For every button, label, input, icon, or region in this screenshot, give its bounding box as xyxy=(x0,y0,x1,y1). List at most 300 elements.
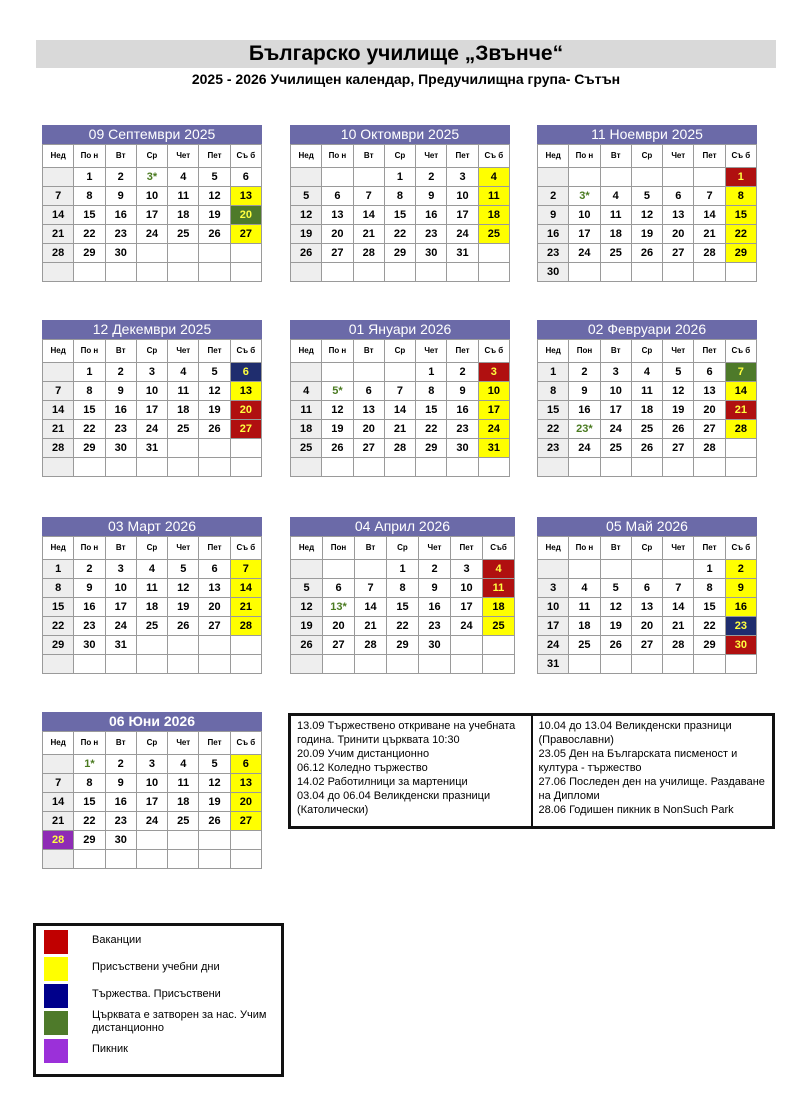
week-row xyxy=(538,617,757,636)
day-cell xyxy=(136,850,167,869)
day-cell xyxy=(291,168,322,187)
day-cell xyxy=(199,831,230,850)
event-note: 20.09 Учим дистанционно xyxy=(297,748,430,760)
day-cell xyxy=(694,168,725,187)
weekday-header: Нед xyxy=(538,340,569,363)
day-cell: 28 xyxy=(694,244,725,263)
week-row xyxy=(538,439,757,458)
day-cell: 30 xyxy=(538,263,569,282)
week-row xyxy=(43,420,262,439)
day-cell: 13 xyxy=(631,598,662,617)
day-cell: 24 xyxy=(538,636,569,655)
day-cell: 2 xyxy=(105,363,136,382)
day-cell: 14 xyxy=(694,206,725,225)
week-row xyxy=(43,636,262,655)
day-cell: 5 xyxy=(199,755,230,774)
day-cell xyxy=(538,458,569,477)
day-cell xyxy=(105,458,136,477)
day-cell xyxy=(168,263,199,282)
day-cell xyxy=(631,168,662,187)
day-cell: 26 xyxy=(291,244,322,263)
day-cell: 23 xyxy=(416,225,447,244)
day-cell: 9 xyxy=(419,579,451,598)
day-cell xyxy=(384,263,415,282)
day-cell: 8 xyxy=(384,187,415,206)
day-cell: 18 xyxy=(168,401,199,420)
day-cell: 6 xyxy=(322,187,353,206)
weekday-header: Пет xyxy=(451,537,483,560)
day-cell: 10 xyxy=(447,187,478,206)
weekday-header: Съ б xyxy=(478,145,509,168)
day-cell: 15 xyxy=(725,206,756,225)
weekday-header: Пон xyxy=(569,340,600,363)
day-cell xyxy=(663,458,694,477)
day-cell: 30 xyxy=(105,831,136,850)
day-cell xyxy=(291,263,322,282)
week-row xyxy=(538,636,757,655)
day-cell: 7 xyxy=(230,560,261,579)
day-cell: 30 xyxy=(105,244,136,263)
day-cell: 19 xyxy=(600,617,631,636)
day-cell: 9 xyxy=(74,579,105,598)
day-cell: 29 xyxy=(387,636,419,655)
day-cell: 21 xyxy=(355,617,387,636)
day-cell: 12 xyxy=(199,382,230,401)
day-cell xyxy=(451,655,483,674)
day-cell: 6 xyxy=(199,560,230,579)
day-cell: 2 xyxy=(569,363,600,382)
day-cell xyxy=(600,263,631,282)
month-grid xyxy=(42,339,262,477)
day-cell: 26 xyxy=(663,420,694,439)
day-cell: 28 xyxy=(663,636,694,655)
day-cell: 22 xyxy=(74,225,105,244)
event-note: 23.05 Ден на Българската писменост и култура - тържество xyxy=(538,748,738,774)
day-cell: 25 xyxy=(483,617,515,636)
day-cell xyxy=(569,655,600,674)
weekday-header: Съ б xyxy=(230,537,261,560)
day-cell: 5 xyxy=(291,187,322,206)
day-cell: 28 xyxy=(43,439,74,458)
weekday-header: Ср xyxy=(387,537,419,560)
weekday-header: По н xyxy=(569,537,600,560)
month-grid xyxy=(537,339,757,477)
weekday-header: Ср xyxy=(631,537,662,560)
day-cell: 14 xyxy=(355,598,387,617)
day-cell: 21 xyxy=(43,420,74,439)
day-cell: 8 xyxy=(725,187,756,206)
day-cell xyxy=(136,655,167,674)
day-cell xyxy=(725,458,756,477)
day-cell: 11 xyxy=(168,774,199,793)
day-cell xyxy=(136,263,167,282)
day-cell: 31 xyxy=(136,439,167,458)
day-cell: 23 xyxy=(447,420,478,439)
day-cell: 27 xyxy=(353,439,384,458)
day-cell: 22 xyxy=(387,617,419,636)
week-row xyxy=(43,168,262,187)
day-cell: 28 xyxy=(384,439,415,458)
day-cell: 15 xyxy=(387,598,419,617)
day-cell: 16 xyxy=(105,401,136,420)
day-cell: 12 xyxy=(199,187,230,206)
day-cell: 18 xyxy=(136,598,167,617)
day-cell: 19 xyxy=(199,206,230,225)
day-cell: 5 xyxy=(291,579,323,598)
day-cell: 24 xyxy=(478,420,509,439)
day-cell: 14 xyxy=(353,206,384,225)
day-cell: 25 xyxy=(291,439,322,458)
day-cell: 21 xyxy=(43,812,74,831)
day-cell: 8 xyxy=(694,579,725,598)
day-cell: 31 xyxy=(105,636,136,655)
day-cell: 23* xyxy=(569,420,600,439)
day-cell: 7 xyxy=(43,187,74,206)
day-cell xyxy=(74,458,105,477)
day-cell: 27 xyxy=(694,420,725,439)
day-cell: 15 xyxy=(74,401,105,420)
day-cell: 3 xyxy=(478,363,509,382)
week-row xyxy=(43,579,262,598)
day-cell: 11 xyxy=(478,187,509,206)
month-calendar xyxy=(42,517,262,674)
day-cell: 7 xyxy=(384,382,415,401)
day-cell: 1 xyxy=(538,363,569,382)
week-row xyxy=(291,206,510,225)
day-cell xyxy=(416,263,447,282)
day-cell: 24 xyxy=(105,617,136,636)
day-cell: 17 xyxy=(136,401,167,420)
month-title: 04 Април 2026 xyxy=(290,517,515,536)
month-title: 12 Декември 2025 xyxy=(42,320,262,339)
day-cell xyxy=(483,655,515,674)
day-cell xyxy=(291,655,323,674)
day-cell: 28 xyxy=(353,244,384,263)
day-cell: 22 xyxy=(694,617,725,636)
weekday-header: Вт xyxy=(355,537,387,560)
page-title: Българско училище „Звънче“ xyxy=(36,40,776,68)
week-row xyxy=(291,401,510,420)
day-cell: 30 xyxy=(447,439,478,458)
day-cell xyxy=(725,655,756,674)
week-row xyxy=(538,655,757,674)
day-cell: 7 xyxy=(355,579,387,598)
day-cell: 9 xyxy=(447,382,478,401)
day-cell: 10 xyxy=(136,774,167,793)
weekday-header: Съ б xyxy=(478,340,509,363)
weekday-header: Нед xyxy=(291,537,323,560)
day-cell: 21 xyxy=(384,420,415,439)
day-cell: 20 xyxy=(631,617,662,636)
day-cell xyxy=(322,168,353,187)
weekday-header: Вт xyxy=(105,145,136,168)
week-row xyxy=(291,420,510,439)
day-cell: 12 xyxy=(291,206,322,225)
day-cell: 1* xyxy=(74,755,105,774)
day-cell: 17 xyxy=(478,401,509,420)
weekday-header: Вт xyxy=(600,145,631,168)
day-cell: 7 xyxy=(694,187,725,206)
day-cell: 26 xyxy=(199,225,230,244)
weekday-header: Съ б xyxy=(725,340,756,363)
day-cell: 21 xyxy=(725,401,756,420)
day-cell: 12 xyxy=(291,598,323,617)
day-cell: 26 xyxy=(600,636,631,655)
weekday-header: Нед xyxy=(43,145,74,168)
day-cell xyxy=(168,655,199,674)
day-cell: 24 xyxy=(136,420,167,439)
day-cell: 4 xyxy=(136,560,167,579)
day-cell: 6 xyxy=(353,382,384,401)
day-cell: 15 xyxy=(74,206,105,225)
day-cell xyxy=(725,439,756,458)
day-cell xyxy=(199,439,230,458)
day-cell: 8 xyxy=(416,382,447,401)
legend-color-swatch xyxy=(44,984,68,1008)
month-title: 10 Октомври 2025 xyxy=(290,125,510,144)
day-cell xyxy=(230,831,261,850)
day-cell: 28 xyxy=(355,636,387,655)
day-cell: 19 xyxy=(199,401,230,420)
day-cell: 23 xyxy=(538,244,569,263)
day-cell: 17 xyxy=(600,401,631,420)
weekday-header: Пет xyxy=(694,145,725,168)
day-cell: 30 xyxy=(416,244,447,263)
day-cell xyxy=(105,263,136,282)
day-cell: 11 xyxy=(168,187,199,206)
week-row xyxy=(43,401,262,420)
event-note: 10.04 до 13.04 Великденски празници (Православни) xyxy=(538,720,732,746)
day-cell: 20 xyxy=(663,225,694,244)
day-cell: 27 xyxy=(230,420,261,439)
day-cell xyxy=(43,263,74,282)
day-cell xyxy=(663,168,694,187)
day-cell: 27 xyxy=(322,244,353,263)
day-cell: 25 xyxy=(600,244,631,263)
month-grid xyxy=(42,144,262,282)
weekday-header: Вт xyxy=(600,340,631,363)
week-row xyxy=(43,363,262,382)
week-row xyxy=(291,187,510,206)
day-cell: 3 xyxy=(105,560,136,579)
day-cell xyxy=(416,458,447,477)
day-cell: 23 xyxy=(105,420,136,439)
month-calendar xyxy=(290,125,510,282)
day-cell xyxy=(291,363,322,382)
day-cell: 27 xyxy=(230,225,261,244)
month-title: 09 Септември 2025 xyxy=(42,125,262,144)
week-row xyxy=(43,187,262,206)
day-cell: 9 xyxy=(725,579,756,598)
day-cell xyxy=(199,655,230,674)
day-cell: 28 xyxy=(43,831,74,850)
weekday-header: Нед xyxy=(291,145,322,168)
day-cell xyxy=(569,263,600,282)
day-cell: 30 xyxy=(419,636,451,655)
day-cell: 27 xyxy=(631,636,662,655)
week-row xyxy=(538,225,757,244)
week-row xyxy=(43,244,262,263)
day-cell: 16 xyxy=(105,793,136,812)
week-row xyxy=(43,439,262,458)
day-cell: 26 xyxy=(168,617,199,636)
day-cell: 30 xyxy=(105,439,136,458)
week-row xyxy=(43,263,262,282)
month-calendar xyxy=(290,517,515,674)
week-row xyxy=(291,263,510,282)
day-cell xyxy=(230,655,261,674)
weekday-header: Съб xyxy=(483,537,515,560)
weekday-header: Ср xyxy=(384,340,415,363)
day-cell: 3 xyxy=(451,560,483,579)
day-cell xyxy=(230,263,261,282)
month-grid xyxy=(537,536,757,674)
weekday-header: Чет xyxy=(416,145,447,168)
week-row xyxy=(291,579,515,598)
day-cell: 28 xyxy=(725,420,756,439)
day-cell: 30 xyxy=(74,636,105,655)
day-cell xyxy=(384,458,415,477)
day-cell: 26 xyxy=(199,812,230,831)
day-cell: 16 xyxy=(538,225,569,244)
day-cell: 27 xyxy=(230,812,261,831)
day-cell: 1 xyxy=(694,560,725,579)
day-cell: 2 xyxy=(105,755,136,774)
day-cell: 23 xyxy=(105,812,136,831)
day-cell: 29 xyxy=(694,636,725,655)
event-note: 27.06 Последен ден на училище. Раздаване на Дипломи xyxy=(538,776,765,802)
day-cell: 1 xyxy=(384,168,415,187)
day-cell: 19 xyxy=(631,225,662,244)
day-cell: 24 xyxy=(600,420,631,439)
day-cell: 15 xyxy=(74,793,105,812)
week-row xyxy=(43,206,262,225)
day-cell xyxy=(43,363,74,382)
weekday-header: Вт xyxy=(105,537,136,560)
day-cell: 18 xyxy=(168,793,199,812)
legend-label: Присъствени учебни дни xyxy=(92,961,220,973)
day-cell: 17 xyxy=(569,225,600,244)
day-cell: 21 xyxy=(663,617,694,636)
day-cell: 16 xyxy=(725,598,756,617)
week-row xyxy=(43,793,262,812)
day-cell: 25 xyxy=(631,420,662,439)
day-cell: 20 xyxy=(230,401,261,420)
day-cell: 8 xyxy=(43,579,74,598)
day-cell: 7 xyxy=(43,382,74,401)
day-cell xyxy=(447,458,478,477)
day-cell xyxy=(631,263,662,282)
weekday-header: Чет xyxy=(168,145,199,168)
day-cell: 14 xyxy=(43,206,74,225)
day-cell xyxy=(230,458,261,477)
legend-color-swatch xyxy=(44,1039,68,1063)
day-cell: 2 xyxy=(725,560,756,579)
day-cell: 24 xyxy=(136,812,167,831)
day-cell xyxy=(451,636,483,655)
weekday-header: Ср xyxy=(631,145,662,168)
day-cell: 23 xyxy=(74,617,105,636)
day-cell: 20 xyxy=(230,793,261,812)
weekday-header: Чет xyxy=(416,340,447,363)
day-cell: 5 xyxy=(600,579,631,598)
weekday-header: Пет xyxy=(694,537,725,560)
day-cell: 25 xyxy=(168,225,199,244)
day-cell xyxy=(569,458,600,477)
day-cell: 19 xyxy=(322,420,353,439)
day-cell: 12 xyxy=(322,401,353,420)
weekday-header: Чет xyxy=(663,145,694,168)
week-row xyxy=(291,168,510,187)
day-cell: 20 xyxy=(694,401,725,420)
day-cell xyxy=(538,560,569,579)
day-cell: 11 xyxy=(168,382,199,401)
day-cell: 30 xyxy=(725,636,756,655)
day-cell xyxy=(323,560,355,579)
day-cell: 21 xyxy=(230,598,261,617)
week-row xyxy=(538,206,757,225)
day-cell: 9 xyxy=(569,382,600,401)
day-cell xyxy=(74,850,105,869)
month-calendar xyxy=(290,320,510,477)
weekday-header: Съ б xyxy=(230,340,261,363)
day-cell: 5* xyxy=(322,382,353,401)
day-cell xyxy=(230,439,261,458)
weekday-header: Ср xyxy=(384,145,415,168)
day-cell: 4 xyxy=(631,363,662,382)
weekday-header: Чет xyxy=(168,537,199,560)
day-cell: 14 xyxy=(384,401,415,420)
day-cell: 26 xyxy=(631,439,662,458)
day-cell xyxy=(291,458,322,477)
day-cell: 18 xyxy=(483,598,515,617)
day-cell xyxy=(168,850,199,869)
day-cell xyxy=(322,263,353,282)
day-cell: 10 xyxy=(478,382,509,401)
event-note: 13.09 Тържествено откриване на учебната година. Тринити църквата 10:30 xyxy=(297,720,516,746)
weekday-header: Вт xyxy=(600,537,631,560)
day-cell: 25 xyxy=(478,225,509,244)
day-cell: 15 xyxy=(694,598,725,617)
day-cell: 2 xyxy=(105,168,136,187)
day-cell: 24 xyxy=(447,225,478,244)
day-cell xyxy=(600,655,631,674)
week-row xyxy=(538,598,757,617)
day-cell: 11 xyxy=(600,206,631,225)
day-cell: 5 xyxy=(663,363,694,382)
weekday-header: Нед xyxy=(538,145,569,168)
day-cell: 7 xyxy=(725,363,756,382)
day-cell xyxy=(663,655,694,674)
day-cell xyxy=(600,560,631,579)
week-row xyxy=(538,187,757,206)
weekday-header: Вт xyxy=(105,732,136,755)
day-cell: 22 xyxy=(384,225,415,244)
day-cell xyxy=(419,655,451,674)
day-cell: 2 xyxy=(416,168,447,187)
weekday-header: Нед xyxy=(538,537,569,560)
day-cell: 11 xyxy=(569,598,600,617)
day-cell: 15 xyxy=(416,401,447,420)
day-cell xyxy=(322,458,353,477)
week-row xyxy=(538,458,757,477)
day-cell: 18 xyxy=(478,206,509,225)
month-title: 03 Март 2026 xyxy=(42,517,262,536)
week-row xyxy=(43,382,262,401)
weekday-header: По н xyxy=(569,145,600,168)
weekday-header: Съ б xyxy=(230,145,261,168)
day-cell: 13 xyxy=(230,774,261,793)
